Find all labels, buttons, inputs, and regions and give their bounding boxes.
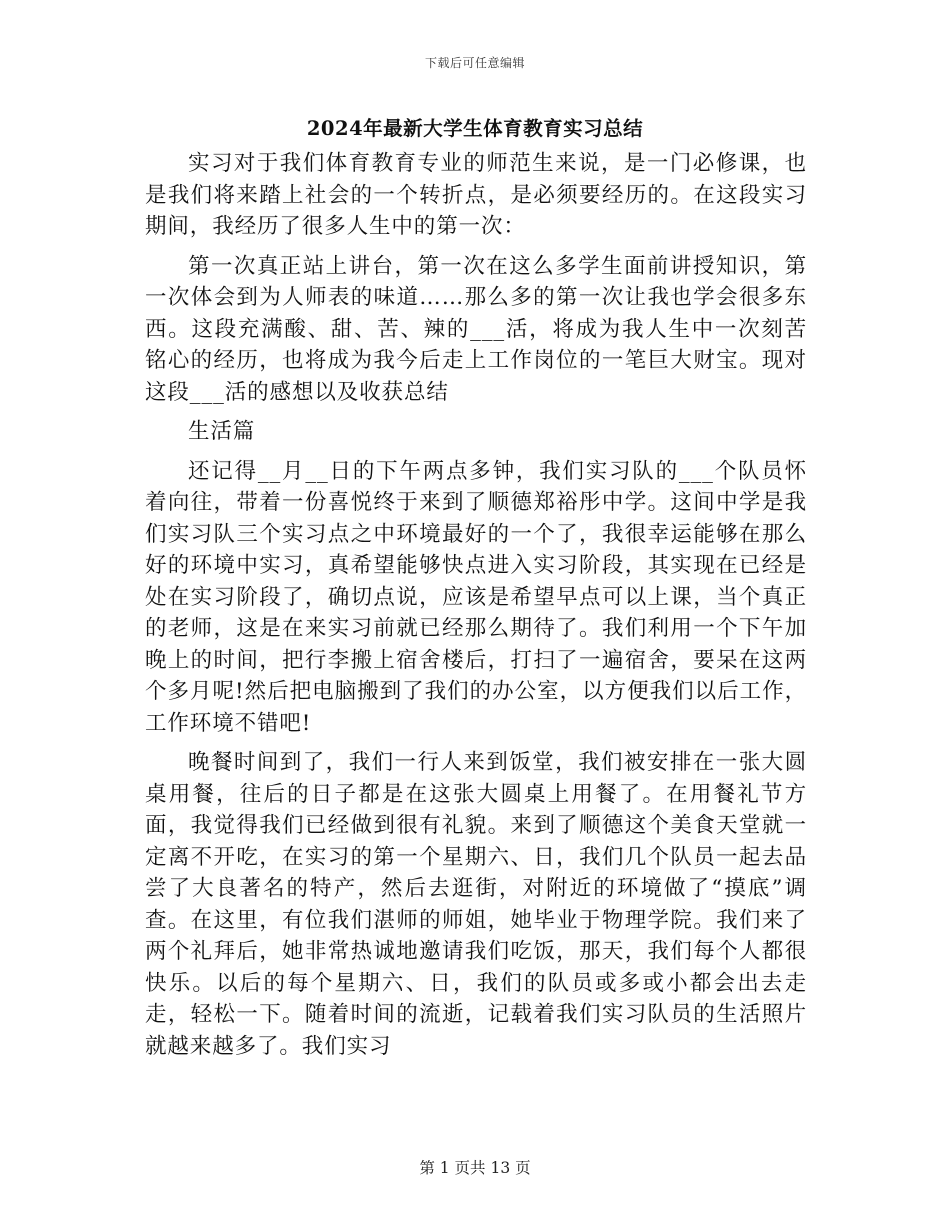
paragraph-dinner: 晚餐时间到了，我们一行人来到饭堂，我们被安排在一张大圆桌用餐，往后的日子都是在这张大圆桌上用餐了。在用餐礼节方面，我觉得我们已经做到很有礼貌。来到了顺德这个美食天堂就一定离不开吃，在实习的第一个星期六、日，我们几个队员一起去品尝了大良著名的特产，然后去逛街，对附近的环境做了“摸底”调查。在这里，有位我们湛师的师姐，她毕业于物理学院。我们来了两个礼拜后，她非常热诚地邀请我们吃饭，那天，我们每个人都很快乐。以后的每个星期六、日，我们的队员或多或小都会出去走走，轻松一下。随着时间的流逝，记载着我们实习队员的生活照片就越来越多了。我们实习 — [145, 750, 807, 1059]
header-note: 下载后可任意编辑 — [424, 56, 525, 70]
section-heading-life: 生活篇 — [188, 419, 256, 444]
paragraph-intro: 实习对于我们体育教育专业的师范生来说，是一门必修课，也是我们将来踏上社会的一个转折点，是必须要经历的。在这段实习期间，我经历了很多人生中的第一次： — [145, 151, 807, 239]
document-title: 2024年最新大学生体育教育实习总结 — [306, 117, 644, 140]
page-number: 第 1 页共 13 页 — [419, 1159, 531, 1177]
document-body — [145, 148, 807, 1070]
paragraph-firsts: 第一次真正站上讲台，第一次在这么多学生面前讲授知识，第一次体会到为人师表的味道……那么多的第一次让我也学会很多东西。这段充满酸、甜、苦、辣的___活，将成为我人生中一次刻苦铭心的经历，也将成为我今后走上工作岗位的一笔巨大财宝。现对这段___活的感想以及收获总结 — [145, 253, 807, 405]
paragraph-arrival: 还记得__月__日的下午两点多钟，我们实习队的___个队员怀着向往，带着一份喜悦终于来到了顺德郑裕彤中学。这间中学是我们实习队三个实习点之中环境最好的一个了，我很幸运能够在那么好的环境中实习，真希望能够快点进入实习阶段，其实现在已经是处在实习阶段了，确切点说，应该是希望早点可以上课，当个真正的老师，这是在来实习前就已经那么期待了。我们利用一个下午加晚上的时间，把行李搬上宿舍楼后，打扫了一遍宿舍，要呆在这两个多月呢!然后把电脑搬到了我们的办公室，以方便我们以后工作，工作环境不错吧! — [145, 458, 807, 736]
